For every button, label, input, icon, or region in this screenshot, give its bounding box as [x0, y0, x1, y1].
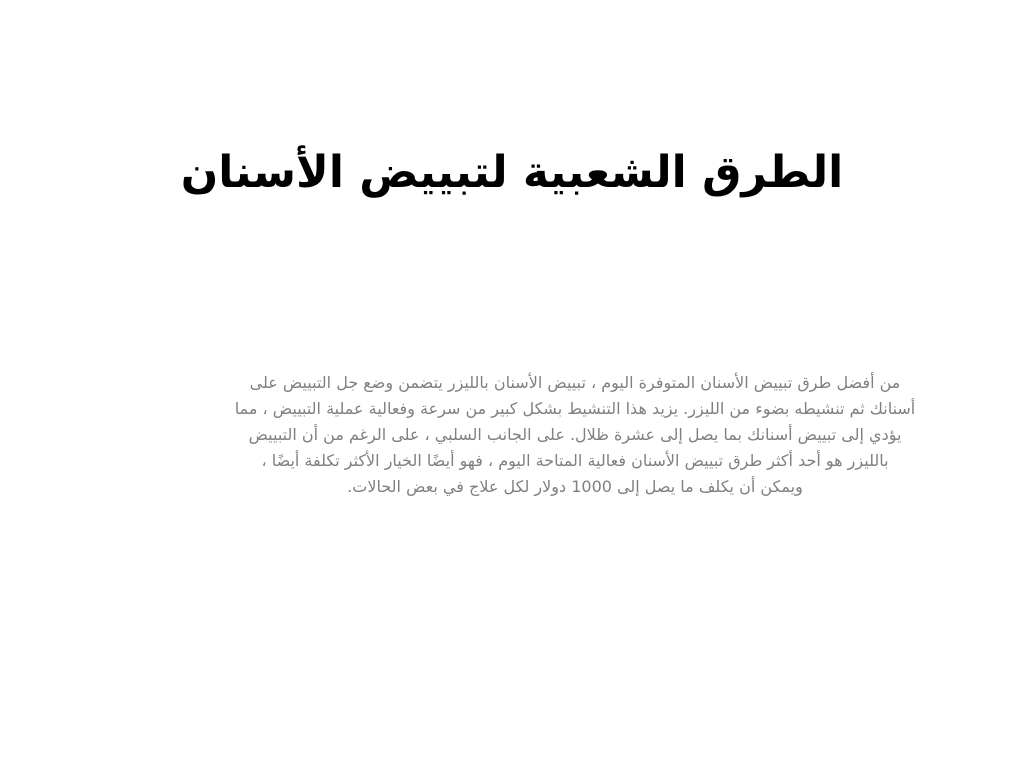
body-line: من أفضل طرق تبييض الأسنان المتوفرة اليوم ، تبييض الأسنان بالليزر يتضمن وضع جل التبييض على: [249, 373, 901, 392]
body-line: أسنانك ثم تنشيطه بضوء من الليزر. يزيد هذا التنشيط بشكل كبير من سرعة وفعالية عملية التبييض ، مما: [234, 399, 916, 418]
body-line: بالليزر هو أحد أكثر طرق تبييض الأسنان فعالية المتاحة اليوم ، فهو أيضًا الخيار الأكثر تكلفة أيضًا ،: [261, 451, 889, 470]
body-line: يؤدي إلى تبييض أسنانك بما يصل إلى عشرة ظلال. على الجانب السلبي ، على الرغم من أن التبييض: [248, 425, 902, 444]
body-line: ويمكن أن يكلف ما يصل إلى 1000 دولار لكل علاج في بعض الحالات.: [347, 477, 803, 496]
slide-body: [166, 370, 984, 500]
slide-title: الطرق الشعبية لتبييض الأسنان: [180, 147, 844, 198]
